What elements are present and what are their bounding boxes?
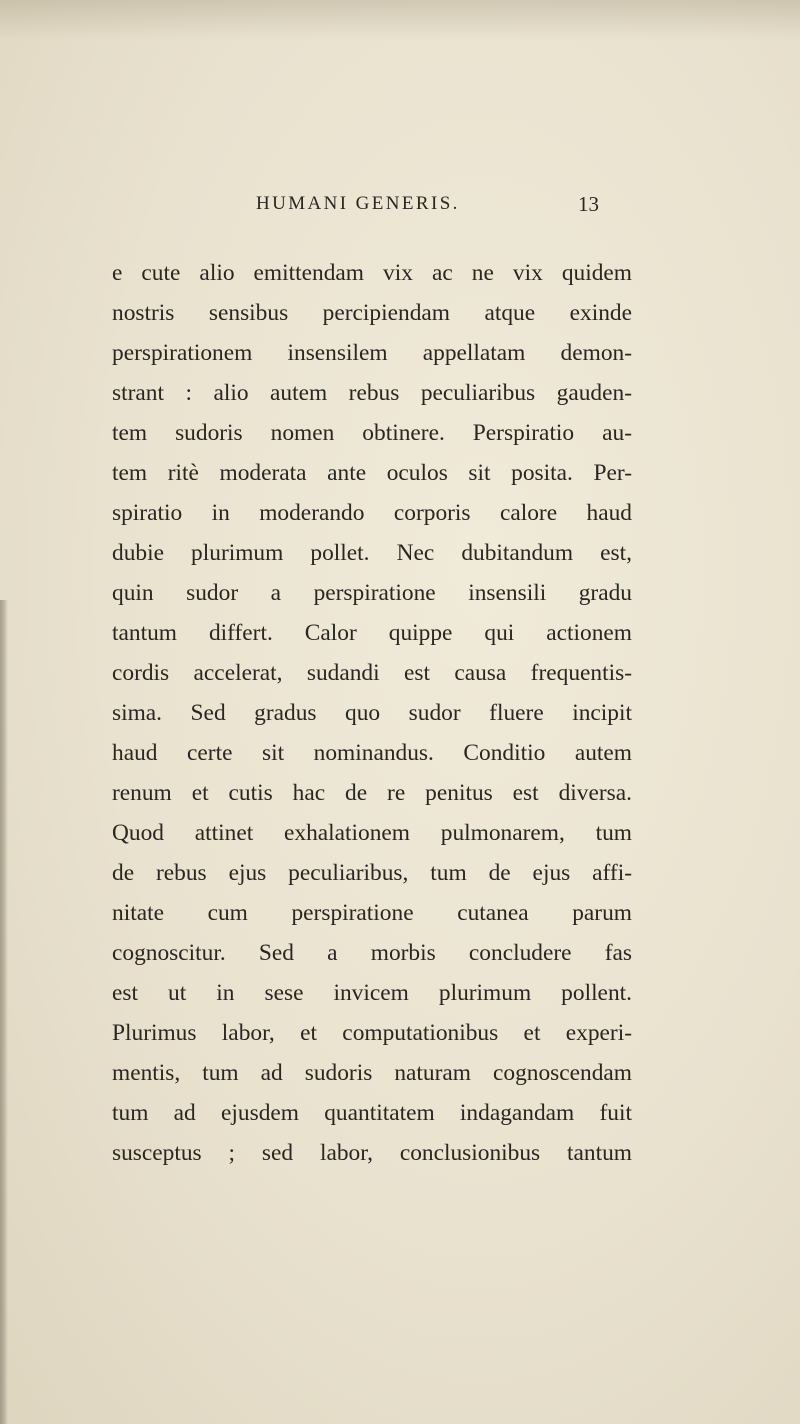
text-line: Quod attinet exhalationem pulmonarem, tum — [112, 820, 632, 846]
text-line: susceptus ; sed labor, conclusionibus tantum — [112, 1140, 632, 1166]
text-line: strant : alio autem rebus peculiaribus gauden- — [112, 380, 632, 406]
text-line: haud certe sit nominandus. Conditio autem — [112, 740, 632, 766]
page-top-shadow — [0, 0, 800, 40]
page-binding-edge — [0, 600, 8, 1424]
page-number: 13 — [578, 192, 599, 216]
text-line: spiratio in moderando corporis calore haud — [112, 500, 632, 526]
running-head — [0, 191, 800, 217]
text-line: nitate cum perspiratione cutanea parum — [112, 900, 632, 926]
text-line: e cute alio emittendam vix ac ne vix quidem — [112, 260, 632, 286]
text-line: tantum differt. Calor quippe qui actionem — [112, 620, 632, 646]
text-line: cordis accelerat, sudandi est causa frequentis- — [112, 660, 632, 686]
text-line: Plurimus labor, et computationibus et experi- — [112, 1020, 632, 1046]
text-line: tem sudoris nomen obtinere. Perspiratio au- — [112, 420, 632, 446]
text-line: dubie plurimum pollet. Nec dubitandum est, — [112, 540, 632, 566]
body-text — [112, 253, 632, 1173]
text-line: nostris sensibus percipiendam atque exinde — [112, 300, 632, 326]
text-line: renum et cutis hac de re penitus est diversa. — [112, 780, 632, 806]
text-line: mentis, tum ad sudoris naturam cognoscendam — [112, 1060, 632, 1086]
text-line: cognoscitur. Sed a morbis concludere fas — [112, 940, 632, 966]
text-line: de rebus ejus peculiaribus, tum de ejus affi- — [112, 860, 632, 886]
text-line: perspirationem insensilem appellatam demon- — [112, 340, 632, 366]
text-line: tem ritè moderata ante oculos sit posita. Per- — [112, 460, 632, 486]
text-line: sima. Sed gradus quo sudor fluere incipit — [112, 700, 632, 726]
running-title: HUMANI GENERIS. — [256, 193, 460, 214]
text-line: tum ad ejusdem quantitatem indagandam fuit — [112, 1100, 632, 1126]
text-line: quin sudor a perspiratione insensili gradu — [112, 580, 632, 606]
text-line: est ut in sese invicem plurimum pollent. — [112, 980, 632, 1006]
